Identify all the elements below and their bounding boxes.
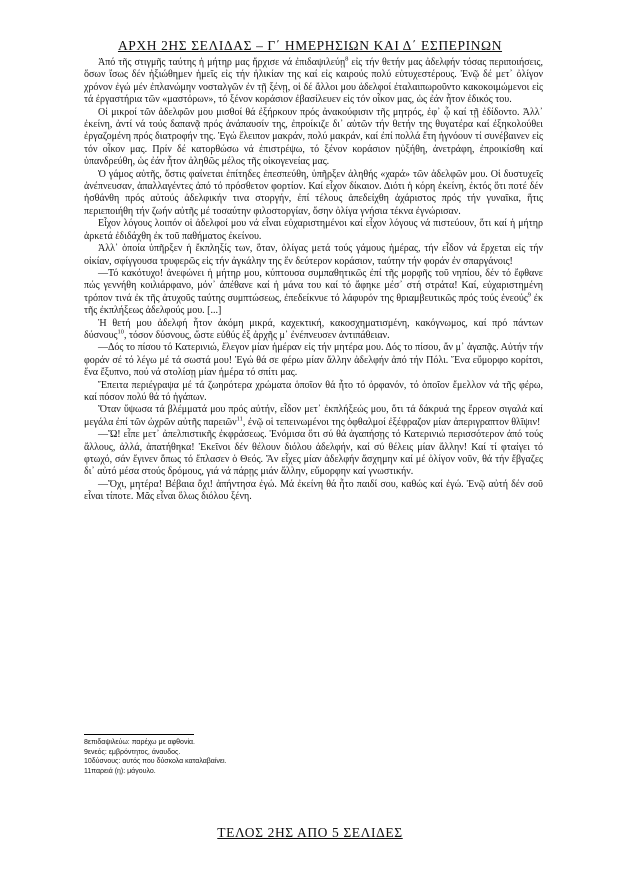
paragraph: Οἱ μικροί τῶν ἀδελφῶν μου μισθοί θά ἐξήρκουν πρός ἀνακούφισιν τῆς μητρός, ἐφ᾽ ᾧ καί τῇ ἐδίδοντο. Ἀλλ᾽ ἐκείνη, ἀντί νά τούς δαπανᾷ πρός ἀνάπαυσίν της, ἐπροίκιζε δι᾽ αὐτῶν τήν θετήν της θυγατέρα καί ἐξηκολούθει ἐργαζομένη πρός διατροφήν της. Ἐγώ ἔλειπον μακράν, πολύ μακράν, καί ἐπί πολλά ἔτη ἠγνόουν τί συνέβαινεν εἰς τόν οἶκον μας. Πρίν δέ κατορθώσω νά ἐπιστρέψω, τό ξένον κοράσιον ηὐξήθη, ἀνετράφη, ἐπροικίσθη καί ὑπανδρεύθη, ὡς ἐάν ἦτον ἀληθῶς μέλος τῆς οἰκογενείας μας. [84,106,543,168]
footnote-marker: 10 [117,328,124,336]
footnote: 9ενεός: εμβρόντητος, άναυδος. [84,748,181,756]
page-footer: ΤΕΛΟΣ 2ΗΣ ΑΠΟ 5 ΣΕΛΙΔΕΣ [217,825,403,840]
paragraph: Ἡ θετή μου ἀδελφή ἦτον ἀκόμη μικρά, καχεκτική, κακοσχηματισμένη, κακόγνωμος, καί πρό πάντων δύσνους$^{10}$, τόσον δύσνους, ὥστε εὐθύς ἐξ ἀρχῆς μ᾽ ἐνέπνευσεν ἀντιπάθειαν. [84,317,543,341]
paragraph: Ὅταν ὕψωσα τά βλέμματά μου πρός αὐτήν, εἶδον μετ᾽ ἐκπλήξεώς μου, ὅτι τά δάκρυά της ἔρρεον σιγαλά καί μεγάλα ἐπί τῶν ὠχρῶν αὐτῆς παρειῶν$^{11}$, ἐνῷ οἱ τεπεινωμένοι της ὀφθαλμοί ἐξέφραζον μίαν ἀπεριγραπτον θλῖψιν! [84,404,543,428]
body-text [84,57,543,504]
paragraph: Ἔπειτα περιέγραψα μέ τά ζωηρότερα χρώματα ὁποῖον θά ἦτο τό ὀρφανόν, τό ὁποῖον ἔμελλον νά τῆς φέρω, καί πόσον πολύ θά τό ἠγάπων. [84,379,543,403]
footnote-marker: 9 [527,291,532,299]
footnote: 8επιδαψιλεύω: παρέχω με αφθονία. [84,739,195,746]
dialogue-paragraph: —Τό κακότυχο! ἀνεφώνει ἡ μήτηρ μου, κύπτουσα συμπαθητικῶς ἐπί τῆς μορφῆς τοῦ νηπίου, δέν τό ἔφθανε πώς γεννήθη κοιλιάρφανο, μόν᾽ ἀπέθανε καί ἡ μάνα του καί τό ἄφηκε μέσ᾽ στή στράτα! Καί, εὐχαριστημένη τρόπον τινά ἐκ τῆς ἀτυχοῦς ταύτης συμπτώσεως, ἐπεδείκνυε τό λάφυρόν της θριαμβευτικῶς πρός τούς ἐνεούς$^9$ ἐκ τῆς ἐκπλήξεως ἀδελφούς μου. [...] [84,267,543,317]
paragraph: Ἀπό τῆς στιγμῆς ταύτης ἡ μήτηρ μας ἤρχισε νά ἐπιδαψιλεύῃ$^8$ εἰς τήν θετήν μας ἀδελφήν τόσας περιποιήσεις, ὅσων ἴσως δέν ἠξιώθημεν ἡμεῖς εἰς τήν ἡλικίαν της καί εἰς καιρούς πολύ εὐτυχεστέρους. Ἐνῷ δέ μετ᾽ ὀλίγον χρόνον ἐγώ μέν ἐπλανώμην νοσταλγῶν ἐν τῇ ξένῃ, οἱ δέ ἄλλοι μου ἀδελφοί ἐταλαιπωροῦντο κακοκοιμώμενοι εἰς τά ἐργαστήρια τῶν «μαστόρων», τό ξένον κοράσιον ἐβασίλευεν εἰς τόν οἶκον μας, ὡς ἐάν ἦτον ἐδικός του. [84,55,543,106]
page-header: ΑΡΧΗ 2ΗΣ ΣΕΛΙΔΑΣ – Γ΄ ΗΜΕΡΗΣΙΩΝ ΚΑΙ Δ΄ ΕΣΠΕΡΙΝΩΝ [117,38,503,53]
footnotes [84,738,544,776]
footnote: 10δύσνους: αυτός που δύσκολα καταλαβαίνει. [84,758,227,766]
paragraph: Ἀλλ᾽ ὁποία ὑπῆρξεν ἡ ἔκπληξίς των, ὅταν, ὀλίγας μετά τούς γάμους ἡμέρας, τήν εἶδον νά ἔρχεται εἰς τήν οἰκίαν, σφίγγουσα τρυφερῶς εἰς τήν ἀγκάλην της ἕν δεύτερον κοράσιον, ταύτην τήν φοράν ἐν σπαργάνοις! [84,243,543,267]
dialogue-paragraph: —Δός το πίσου τό Κατερινιώ, ἔλεγον μίαν ἡμέραν εἰς τήν μητέρα μου. Δός το πίσου, ἄν μ᾽ ἀγαπᾷς. Αὐτήν τήν φοράν σέ τό λέγω μέ τά σωστά μου! Ἐγώ θά σε φέρω μίαν ἄλλην ἀδελφήν ἀπό τήν Πόλι. Ἕνα εὔμορφο κορίτσι, ἕνα ἔξυπνο, πού νά στολίσῃ μίαν ἡμέρα τό σπίτι μας. [84,342,543,379]
footnote-divider [84,734,194,735]
paragraph: Ὁ γάμος αὐτῆς, ὅστις φαίνεται ἐπίτηδες ἐπεσπεύθη, ὑπῆρξεν ἀληθής «χαρά» τῶν ἀδελφῶν μου. Οἱ δυστυχεῖς ἀνέπνευσαν, ἀπαλλαγέντες ἀπό τό πρόσθετον φορτίον. Καί εἶχον δίκαιον. Διότι ἡ κόρη ἐκείνη, ἐκτός ὅτι ποτέ δέν ἠσθάνθη πρός αὐτούς ἀδελφικήν τινα στοργήν, ἐπί τέλους ἀπεδείχθη ἀχάριστος πρός τήν γυναῖκα, ἥτις περιεποιήθη τήν ζωήν αὐτῆς μέ τοσαύτην φιλοστοργίαν, ὅσην ὀλίγα γνήσια τέκνα ἐγνώρισαν. [84,168,543,217]
dialogue-paragraph: —Ὄχι, μητέρα! Βέβαια ὄχι! ἀπήντησα ἐγώ. Μά ἐκείνη θά ἦτο παιδί σου, καθώς καί ἐγώ. Ἐνῷ αὐτή δέν σοῦ εἶναι τίποτε. Μᾶς εἶναι ὅλως διόλου ξένη. [84,478,543,503]
dialogue-paragraph: —Ὤ! εἶπε μετ᾽ ἀπελπιστικῆς ἐκφράσεως. Ἐνόμισα ὅτι σύ θά ἀγαπήσῃς τό Κατερινιώ περισσότερον ἀπό τούς ἄλλους, ἀλλά, ἀπατήθηκα! Ἐκεῖνοι δέν θέλουν διόλου ἀδελφήν, καί σύ θέλεις μίαν ἄλλην! Καί τί φταίγει τό φτωχό, σάν ἔγινεν ὅπως τό ἔπλασεν ὁ Θεός. Ἄν εἶχες μίαν ἀδελφήν ἄσχημην καί μέ ὀλίγον νοῦν, θά τήν ἔβγαζες δι᾽ αὐτό μέσα στούς δρόμους, γιά νά πάρῃς μιάν ἄλλην, εὔμορφην καί γνωστικήν. [84,429,543,478]
paragraph: Εἶχον λόγους λοιπόν οἱ ἀδελφοί μου νά εἶναι εὐχαριστημένοι καί εἶχον λόγους νά πιστεύουν, ὅτι καί ἡ μήτηρ ἀρκετά ἐδιδάχθη ἐκ τοῦ παθήματος ἐκείνου. [84,218,543,242]
footnote: 11παρειά (η): μάγουλο. [84,767,156,775]
footnote-marker: 11 [236,415,243,423]
footnote-marker: 8 [345,55,349,63]
